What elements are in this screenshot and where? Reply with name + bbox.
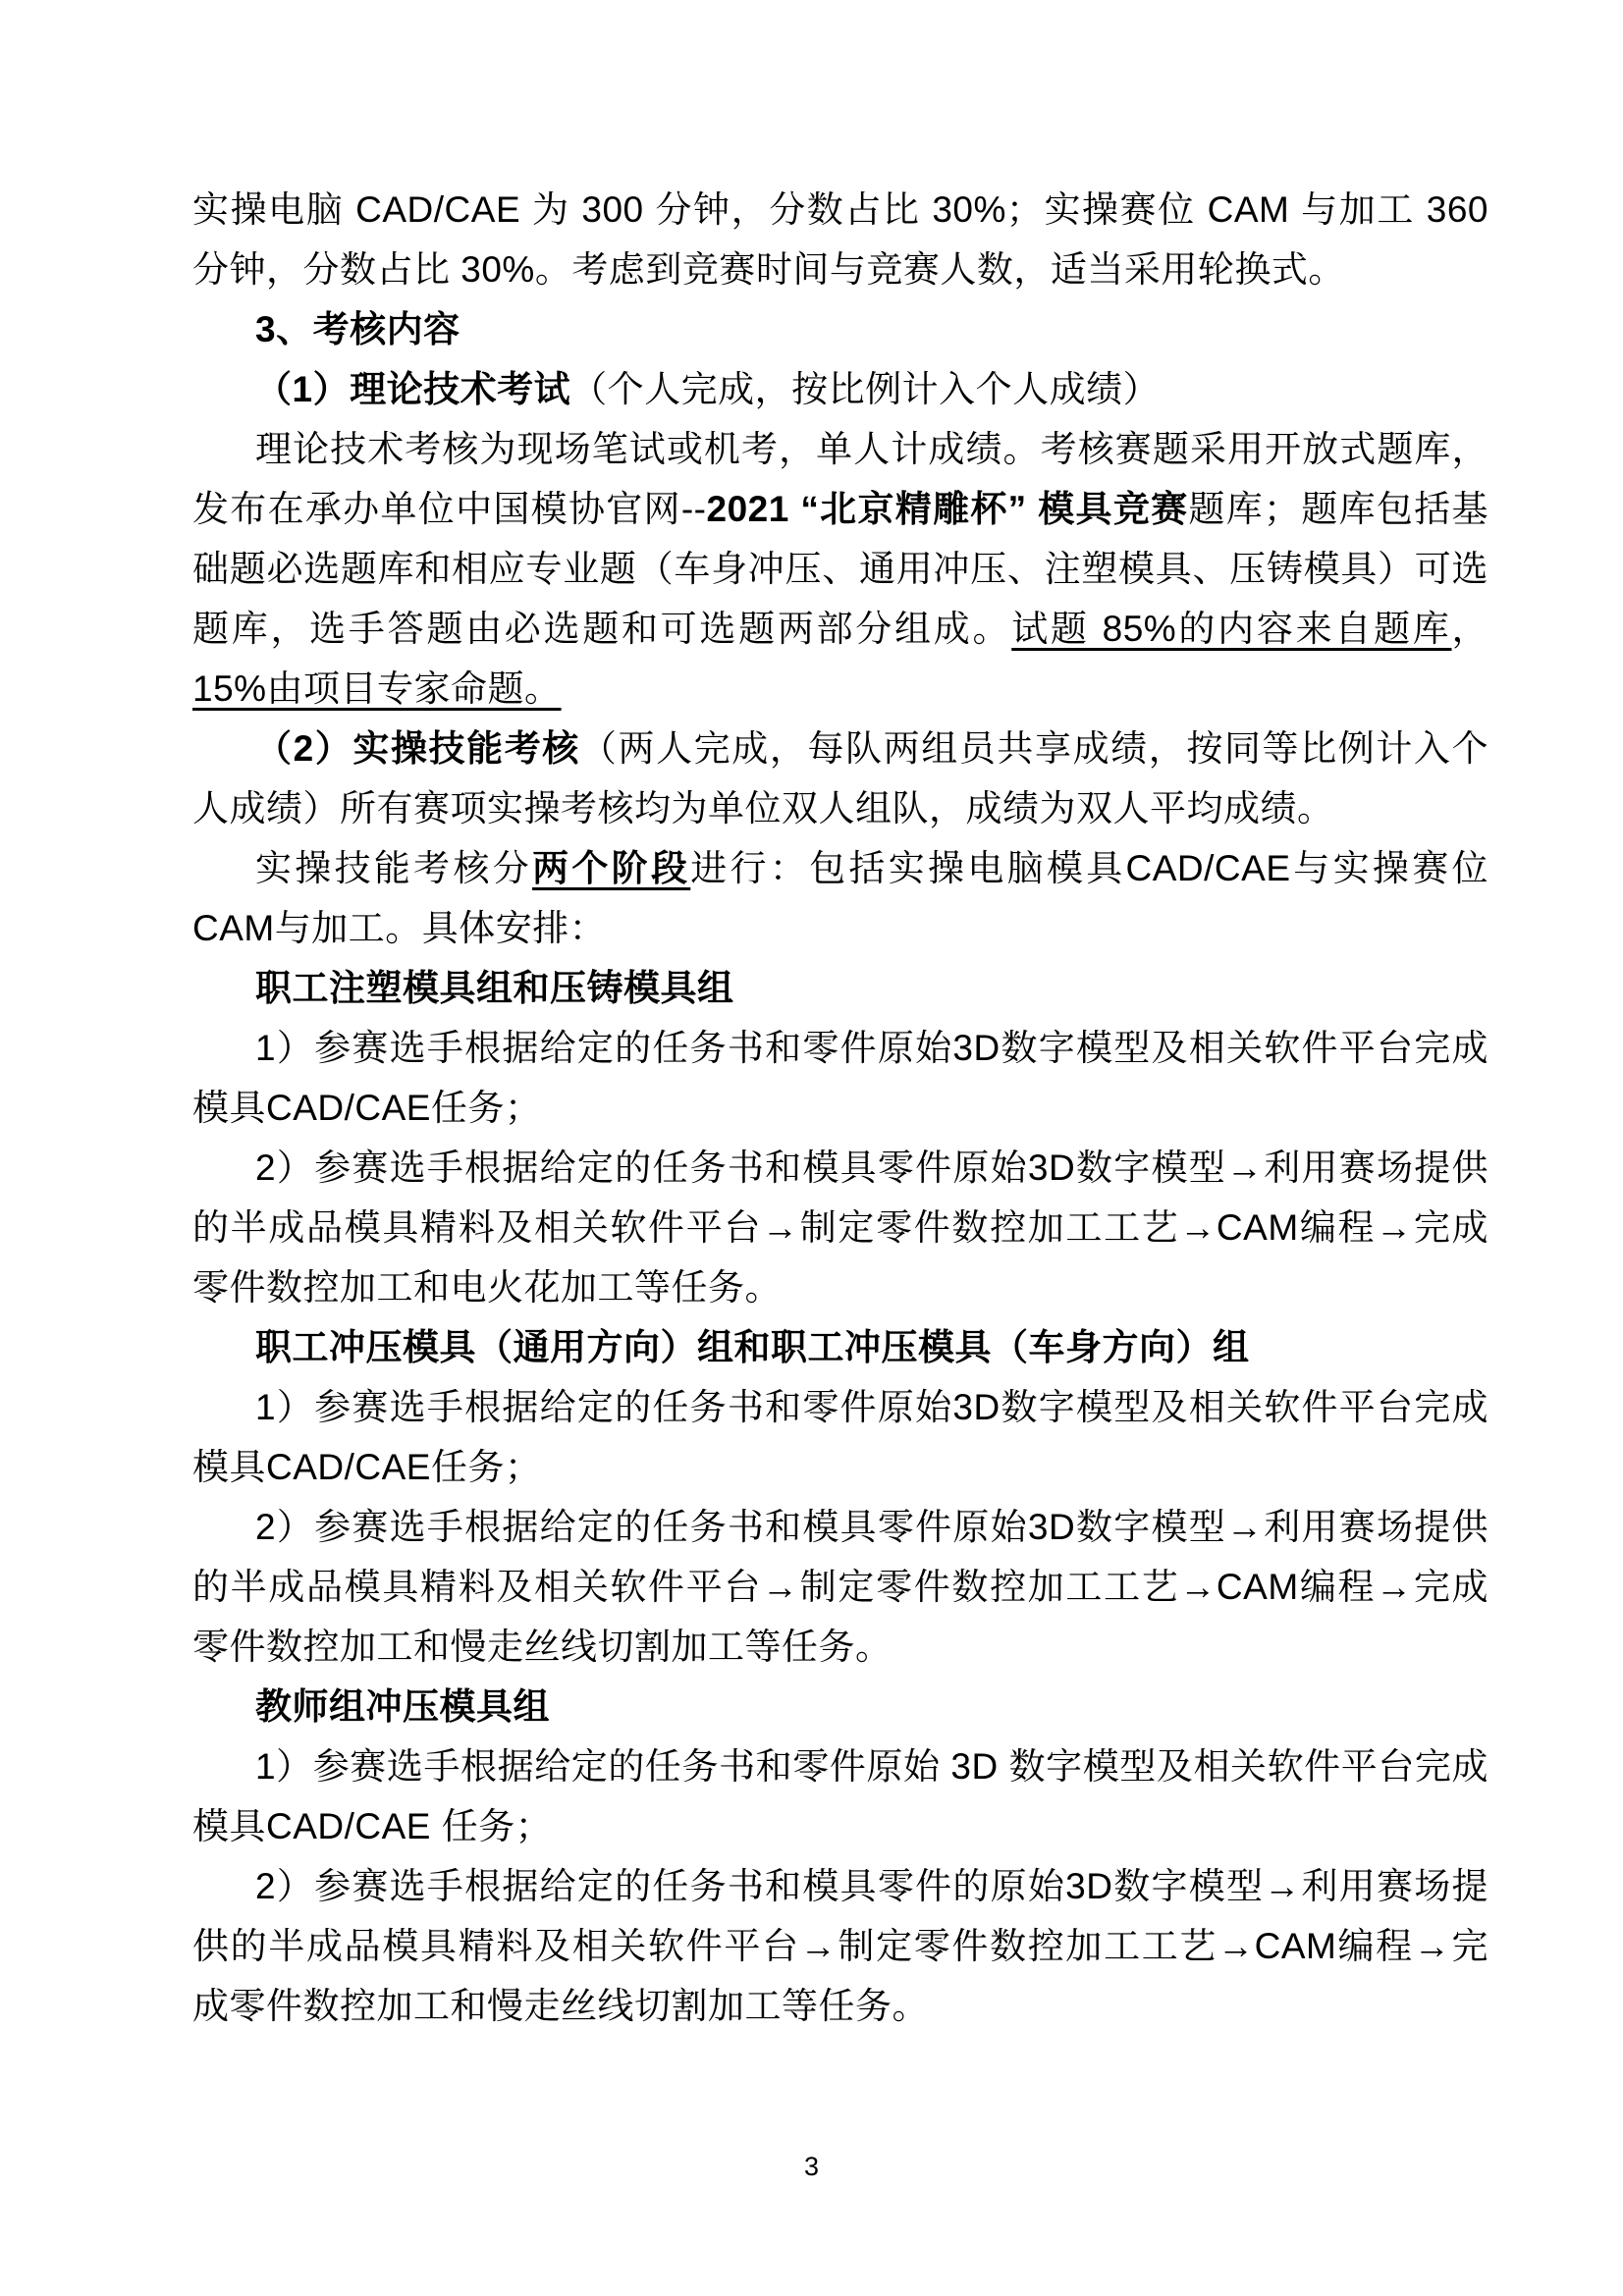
text-run: 15%由项目专家命题。 (192, 668, 562, 709)
heading-injection-diecasting-group (192, 958, 1488, 1018)
heading-stamping-groups (192, 1317, 1488, 1377)
text-run: 1）参赛选手根据给定的任务书和零件原始3D数字模型及相关软件平台完成模具CAD/CAE任务； (192, 1387, 1488, 1487)
text-run: 教师组冲压模具组 (255, 1686, 550, 1727)
text-run: 3、考核内容 (255, 309, 460, 349)
text-run: 两个阶段 (532, 848, 691, 888)
para-continuation-timing (192, 180, 1488, 299)
text-run: （1）理论技术考试 (255, 369, 571, 409)
text-run: （2）实操技能考核 (255, 728, 580, 769)
text-run: 1）参赛选手根据给定的任务书和零件原始3D数字模型及相关软件平台完成模具CAD/CAE任务； (192, 1028, 1488, 1128)
para-injection-task-2 (192, 1138, 1488, 1317)
text-run: 职工注塑模具组和压铸模具组 (255, 968, 734, 1008)
text-run: 职工冲压模具（通用方向）组和职工冲压模具（车身方向）组 (255, 1327, 1250, 1367)
text-run: ， (1451, 609, 1488, 649)
para-stamping-task-1 (192, 1377, 1488, 1497)
para-teacher-task-2 (192, 1856, 1488, 2036)
document-body (192, 180, 1488, 2036)
para-practical-skill-exam (192, 719, 1488, 838)
text-run: （个人完成，按比例计入个人成绩） (570, 369, 1161, 409)
text-run: 2）参赛选手根据给定的任务书和模具零件原始3D数字模型→利用赛场提供的半成品模具精料及相关软件平台→制定零件数控加工工艺→CAM编程→完成零件数控加工和电火花加工等任务。 (192, 1148, 1488, 1308)
text-run: 实操技能考核分 (255, 848, 533, 888)
para-injection-task-1 (192, 1018, 1488, 1138)
heading-theory-exam (192, 359, 1488, 419)
text-run: 试题 85%的内容来自题库 (1011, 609, 1452, 649)
para-stamping-task-2 (192, 1497, 1488, 1677)
text-run: 理论技术考核为现场笔试或机考，单人计成绩。考核赛题采用开放式题库，发布在承办单位中国模协官网-- (192, 429, 1488, 529)
text-run: （两人完成，每队两组员共享成绩，按同等比例计入个人成绩）所有赛项实操考核均为单位双人组队，成绩为双人平均成绩。 (192, 728, 1489, 828)
text-run: 1）参赛选手根据给定的任务书和零件原始 3D 数字模型及相关软件平台完成模具CAD/CAE 任务； (192, 1746, 1488, 1846)
heading-assessment-content (192, 299, 1488, 359)
text-run: 2）参赛选手根据给定的任务书和模具零件的原始3D数字模型→利用赛场提供的半成品模具精料及相关软件平台→制定零件数控加工工艺→CAM编程→完成零件数控加工和慢走丝线切割加工等任务。 (192, 1866, 1488, 2026)
para-teacher-task-1 (192, 1736, 1488, 1856)
para-two-stages (192, 838, 1488, 958)
page-number: 3 (803, 2152, 820, 2181)
text-run: 2）参赛选手根据给定的任务书和模具零件原始3D数字模型→利用赛场提供的半成品模具精料及相关软件平台→制定零件数控加工工艺→CAM编程→完成零件数控加工和慢走丝线切割加工等任务。 (192, 1507, 1488, 1667)
text-run: 进行：包括实操电脑模具CAD/CAE与实操赛位CAM与加工。具体安排： (192, 848, 1488, 948)
text-run: 题库；题库包括基础题必选题库和相应专业题（车身冲压、通用冲压、注塑模具、压铸模具）可选题库，选手答题由必选题和可选题两部分组成。 (192, 489, 1488, 649)
text-run: 2021 “北京精雕杯” 模具竞赛 (706, 489, 1189, 529)
text-run: 实操电脑 CAD/CAE 为 300 分钟，分数占比 30%；实操赛位 CAM 与加工 360 分钟，分数占比 30%。考虑到竞赛时间与竞赛人数，适当采用轮换式。 (192, 189, 1488, 290)
heading-teacher-stamping-group (192, 1677, 1488, 1736)
para-theory-exam-detail (192, 419, 1488, 719)
